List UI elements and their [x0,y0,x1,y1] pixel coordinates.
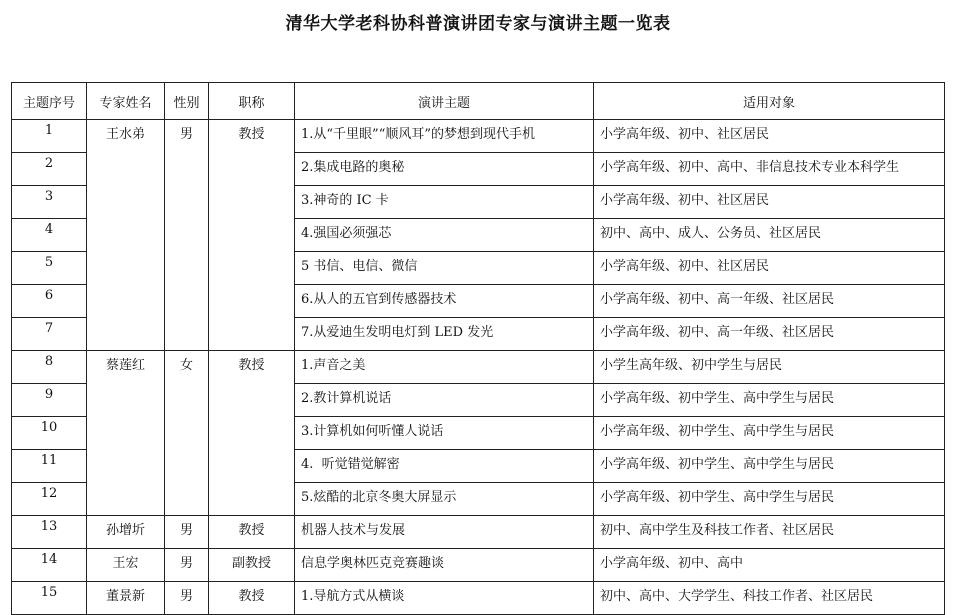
topic-no-cell: 8 [12,351,87,384]
gender-cell: 男 [165,549,209,582]
topic-no-cell: 7 [12,318,87,351]
topic-cell: 信息学奥林匹克竞赛趣谈 [295,549,594,582]
header-gender: 性别 [165,83,209,120]
rank-cell: 教授 [209,351,295,516]
table-row [12,549,945,582]
audience-cell: 小学高年级、初中、高一年级、社区居民 [594,285,945,318]
audience-cell: 初中、高中、大学学生、科技工作者、社区居民 [594,582,945,615]
topic-no-cell: 11 [12,450,87,483]
table-row [12,351,945,384]
topic-no-cell: 5 [12,252,87,285]
topic-cell: 3.计算机如何听懂人说话 [295,417,594,450]
expert-name-cell: 王宏 [87,549,165,582]
topic-cell: 5.炫酷的北京冬奥大屏显示 [295,483,594,516]
audience-cell: 小学高年级、初中、高中 [594,549,945,582]
topic-no-cell: 10 [12,417,87,450]
audience-cell: 小学高年级、初中、社区居民 [594,252,945,285]
topic-cell: 3.神奇的 IC 卡 [295,186,594,219]
audience-cell: 小学高年级、初中、社区居民 [594,120,945,153]
table-row [12,582,945,615]
expert-name-cell: 王水弟 [87,120,165,351]
topic-no-cell: 12 [12,483,87,516]
header-audience: 适用对象 [594,83,945,120]
topic-cell: 1.导航方式从横谈 [295,582,594,615]
expert-name-cell: 蔡莲红 [87,351,165,516]
gender-cell: 男 [165,582,209,615]
topic-cell: 4.强国必须强芯 [295,219,594,252]
gender-cell: 男 [165,120,209,351]
topic-no-cell: 9 [12,384,87,417]
topic-cell: 1.声音之美 [295,351,594,384]
gender-cell: 男 [165,516,209,549]
header-expert-name: 专家姓名 [87,83,165,120]
header-topic: 演讲主题 [295,83,594,120]
audience-cell: 小学高年级、初中学生、高中学生与居民 [594,483,945,516]
topic-no-cell: 2 [12,153,87,186]
topic-cell: 2.集成电路的奥秘 [295,153,594,186]
rank-cell: 教授 [209,516,295,549]
expert-topic-table [11,82,945,615]
topic-no-cell: 6 [12,285,87,318]
topic-cell: 6.从人的五官到传感器技术 [295,285,594,318]
topic-no-cell: 13 [12,516,87,549]
audience-cell: 初中、高中、成人、公务员、社区居民 [594,219,945,252]
rank-cell: 副教授 [209,549,295,582]
topic-cell: 1.从“千里眼”“顺风耳”的梦想到现代手机 [295,120,594,153]
audience-cell: 小学高年级、初中、高中、非信息技术专业本科学生 [594,153,945,186]
topic-no-cell: 14 [12,549,87,582]
rank-cell: 教授 [209,582,295,615]
audience-cell: 小学高年级、初中学生、高中学生与居民 [594,384,945,417]
topic-cell: 2.教计算机说话 [295,384,594,417]
topic-cell: 机器人技术与发展 [295,516,594,549]
table-row [12,120,945,153]
audience-cell: 小学生高年级、初中学生与居民 [594,351,945,384]
audience-cell: 小学高年级、初中学生、高中学生与居民 [594,450,945,483]
topic-cell: 5 书信、电信、微信 [295,252,594,285]
audience-cell: 小学高年级、初中学生、高中学生与居民 [594,417,945,450]
header-row [12,83,945,120]
audience-cell: 小学高年级、初中、社区居民 [594,186,945,219]
page-title: 清华大学老科协科普演讲团专家与演讲主题一览表 [285,14,671,34]
header-topic-no: 主题序号 [12,83,87,120]
table-row [12,516,945,549]
topic-no-cell: 1 [12,120,87,153]
header-rank: 职称 [209,83,295,120]
expert-name-cell: 孙增圻 [87,516,165,549]
gender-cell: 女 [165,351,209,516]
topic-no-cell: 15 [12,582,87,615]
topic-no-cell: 3 [12,186,87,219]
topic-no-cell: 4 [12,219,87,252]
topic-cell: 4. 听觉错觉解密 [295,450,594,483]
rank-cell: 教授 [209,120,295,351]
audience-cell: 初中、高中学生及科技工作者、社区居民 [594,516,945,549]
audience-cell: 小学高年级、初中、高一年级、社区居民 [594,318,945,351]
topic-cell: 7.从爱迪生发明电灯到 LED 发光 [295,318,594,351]
expert-name-cell: 董景新 [87,582,165,615]
